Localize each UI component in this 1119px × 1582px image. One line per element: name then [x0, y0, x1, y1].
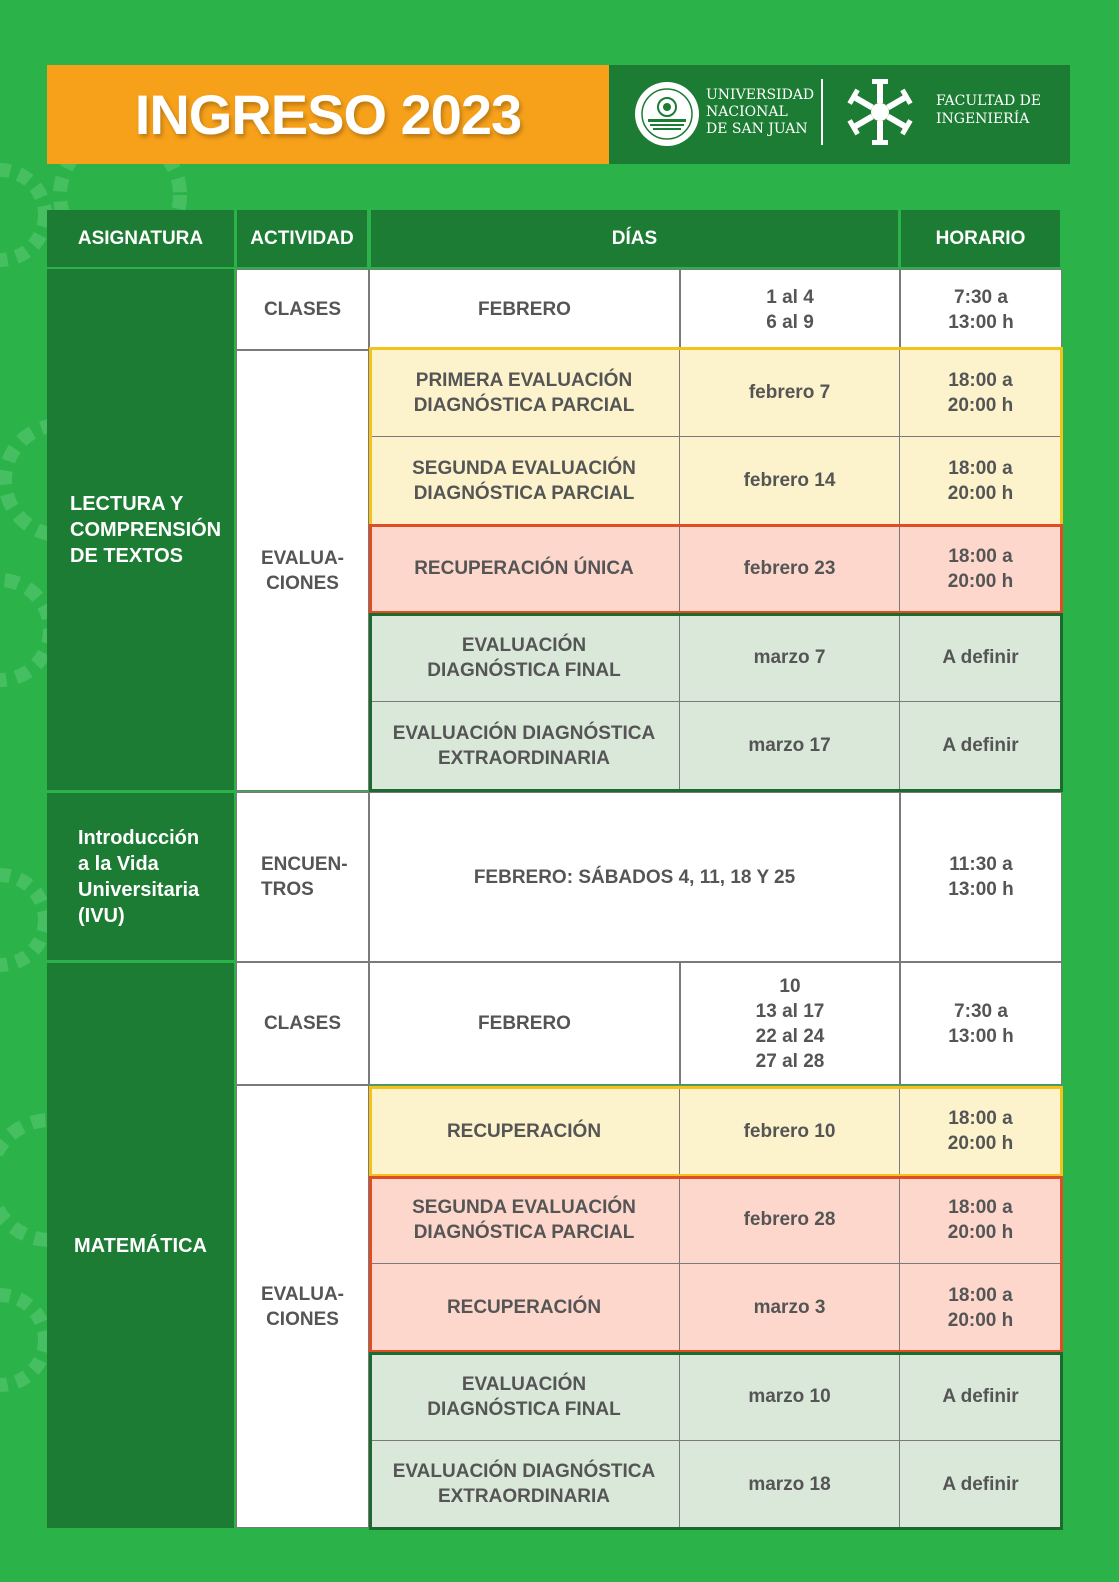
- evaluation-name: RECUPERACIÓN: [369, 1264, 680, 1352]
- subject-matematica: MATEMÁTICA: [47, 963, 234, 1528]
- evaluation-name: SEGUNDA EVALUACIÓN DIAGNÓSTICA PARCIAL: [369, 1176, 680, 1264]
- faculty-name: [936, 92, 1041, 128]
- evaluation-time: A definir: [900, 1353, 1062, 1441]
- activity-evaluaciones: EVALUA- CIONES: [236, 1085, 369, 1528]
- evaluation-name: EVALUACIÓN DIAGNÓSTICA EXTRAORDINARIA: [369, 702, 680, 790]
- class-days: 10 13 al 17 22 al 24 27 al 28: [680, 962, 900, 1085]
- university-seal-icon: [634, 81, 700, 147]
- evaluation-name: RECUPERACIÓN: [369, 1087, 680, 1176]
- encuentros-days: FEBRERO: SÁBADOS 4, 11, 18 Y 25: [369, 792, 900, 962]
- evaluation-time: 18:00 a 20:00 h: [900, 437, 1062, 525]
- header-title-banner: [47, 65, 609, 164]
- faculty-name-line: FACULTAD DE: [936, 93, 1042, 109]
- activity-clases: CLASES: [236, 962, 369, 1085]
- evaluation-time: A definir: [900, 1441, 1062, 1528]
- page-title: INGRESO 2023: [134, 83, 522, 146]
- evaluation-date: febrero 28: [680, 1176, 900, 1264]
- evaluation-time: A definir: [900, 702, 1062, 790]
- class-month: FEBRERO: [369, 962, 680, 1085]
- class-days: 1 al 4 6 al 9: [680, 269, 900, 350]
- activity-clases: CLASES: [236, 269, 369, 350]
- evaluation-date: marzo 18: [680, 1441, 900, 1528]
- faculty-logo-icon: [845, 79, 915, 145]
- evaluation-name: EVALUACIÓN DIAGNÓSTICA FINAL: [369, 614, 680, 702]
- institution-banner: [609, 65, 1070, 164]
- evaluation-date: febrero 10: [680, 1087, 900, 1176]
- evaluation-name: SEGUNDA EVALUACIÓN DIAGNÓSTICA PARCIAL: [369, 437, 680, 525]
- evaluation-name: PRIMERA EVALUACIÓN DIAGNÓSTICA PARCIAL: [369, 349, 680, 437]
- evaluation-time: A definir: [900, 614, 1062, 702]
- activity-encuentros: ENCUEN- TROS: [236, 792, 369, 962]
- evaluation-date: febrero 23: [680, 525, 900, 613]
- university-name-line: UNIVERSIDAD: [706, 87, 815, 103]
- evaluation-time: 18:00 a 20:00 h: [900, 525, 1062, 613]
- class-time: 7:30 a 13:00 h: [900, 269, 1062, 350]
- evaluation-date: marzo 17: [680, 702, 900, 790]
- evaluation-name: EVALUACIÓN DIAGNÓSTICA EXTRAORDINARIA: [369, 1441, 680, 1528]
- column-header-asignatura: ASIGNATURA: [47, 210, 234, 267]
- evaluation-time: 18:00 a 20:00 h: [900, 1264, 1062, 1352]
- column-header-dias: DÍAS: [371, 210, 898, 267]
- header-divider: [821, 79, 823, 145]
- column-header-horario: HORARIO: [901, 210, 1060, 267]
- evaluation-date: marzo 7: [680, 614, 900, 702]
- subject-lectura: LECTURA Y COMPRENSIÓN DE TEXTOS: [47, 269, 234, 790]
- activity-evaluaciones: EVALUA- CIONES: [236, 350, 369, 791]
- evaluation-name: RECUPERACIÓN ÚNICA: [369, 525, 680, 613]
- evaluation-time: 18:00 a 20:00 h: [900, 1087, 1062, 1176]
- evaluation-date: febrero 14: [680, 437, 900, 525]
- subject-ivu: Introducción a la Vida Universitaria (IVU): [47, 793, 234, 960]
- evaluation-time: 18:00 a 20:00 h: [900, 349, 1062, 437]
- evaluation-date: marzo 10: [680, 1353, 900, 1441]
- evaluation-date: marzo 3: [680, 1264, 900, 1352]
- evaluation-name: EVALUACIÓN DIAGNÓSTICA FINAL: [369, 1353, 680, 1441]
- university-name-line: DE SAN JUAN: [706, 121, 808, 137]
- encuentros-time: 11:30 a 13:00 h: [900, 792, 1062, 962]
- evaluation-date: febrero 7: [680, 349, 900, 437]
- evaluation-time: 18:00 a 20:00 h: [900, 1176, 1062, 1264]
- class-time: 7:30 a 13:00 h: [900, 962, 1062, 1085]
- column-header-actividad: ACTIVIDAD: [237, 210, 367, 267]
- university-name: [706, 87, 814, 138]
- faculty-name-line: INGENIERÍA: [936, 111, 1030, 127]
- class-month: FEBRERO: [369, 269, 680, 350]
- university-name-line: NACIONAL: [706, 104, 788, 120]
